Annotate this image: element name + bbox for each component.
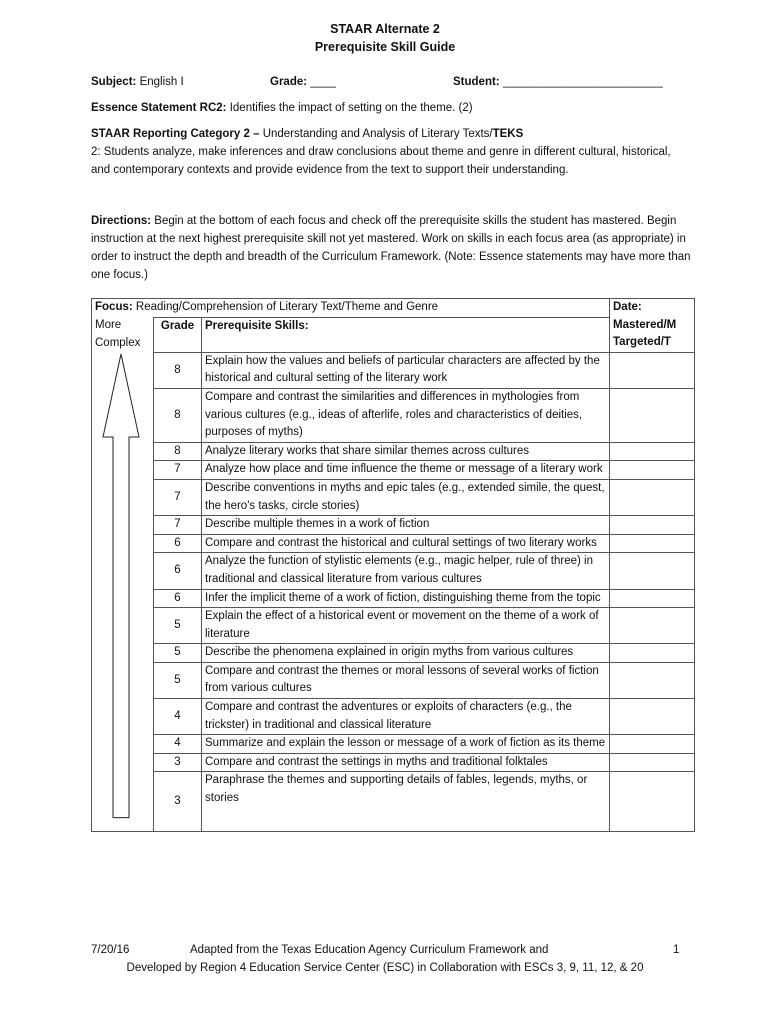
- reporting-category: [91, 125, 691, 179]
- table-row: [92, 553, 695, 589]
- table-row: [92, 516, 695, 535]
- student-label: Student:: [453, 76, 500, 88]
- grade-cell: 5: [154, 608, 202, 644]
- grade-cell: 8: [154, 352, 202, 388]
- directions-label: Directions:: [91, 215, 152, 227]
- grade-cell: 5: [154, 644, 202, 663]
- upward-arrow-icon: [95, 352, 151, 822]
- essence-label: Essence Statement RC2:: [91, 102, 227, 114]
- date-header: [610, 299, 695, 353]
- more-cell: [92, 317, 154, 335]
- skill-cell: Describe conventions in myths and epic tales (e.g., extended simile, the quest, the hero's tasks, circle stories): [202, 479, 610, 515]
- student-value: _________________________: [502, 76, 663, 88]
- table-row: [92, 442, 695, 461]
- grade-value: ____: [310, 76, 336, 88]
- date-sub2: Targeted/T: [613, 336, 671, 349]
- date-cell[interactable]: [610, 461, 695, 480]
- table-row: [92, 772, 695, 832]
- date-sub1: Mastered/M: [613, 318, 677, 331]
- column-header-row: [92, 317, 695, 335]
- table-row: [92, 735, 695, 754]
- date-cell[interactable]: [610, 753, 695, 772]
- table-row: [92, 662, 695, 698]
- skills-header: Prerequisite Skills:: [202, 317, 610, 352]
- skill-cell: Analyze how place and time influence the theme or message of a literary work: [202, 461, 610, 480]
- table-row: [92, 461, 695, 480]
- category-label: STAAR Reporting Category 2 –: [91, 128, 260, 140]
- grade-cell: 5: [154, 662, 202, 698]
- directions: [91, 212, 691, 284]
- grade-cell: 7: [154, 479, 202, 515]
- date-cell[interactable]: [610, 553, 695, 589]
- table-row: [92, 388, 695, 442]
- date-label: Date:: [613, 301, 642, 313]
- subject-label: Subject:: [91, 76, 137, 88]
- table-row: [92, 589, 695, 608]
- skill-cell: Explain how the values and beliefs of particular characters are affected by the historical and cultural setting of the literary work: [202, 352, 610, 388]
- date-cell[interactable]: [610, 644, 695, 663]
- skill-cell: Describe the phenomena explained in origin myths from various cultures: [202, 644, 610, 663]
- category-text1: Understanding and Analysis of Literary Texts/: [262, 128, 493, 140]
- skill-cell: Describe multiple themes in a work of fiction: [202, 516, 610, 535]
- grade-header: Grade: [154, 317, 202, 352]
- grade-cell: 4: [154, 699, 202, 735]
- table-row: [92, 699, 695, 735]
- skill-cell: Explain the effect of a historical event or movement on the theme of a work of literature: [202, 608, 610, 644]
- footer-date: 7/20/16: [91, 944, 130, 956]
- grade-cell: 6: [154, 553, 202, 589]
- skill-cell: Analyze literary works that share similar themes across cultures: [202, 442, 610, 461]
- date-cell[interactable]: [610, 662, 695, 698]
- table-row: [92, 534, 695, 553]
- grade-cell: 8: [154, 442, 202, 461]
- skill-cell: Compare and contrast the themes or moral lessons of several works of fiction from various cultures: [202, 662, 610, 698]
- grade-cell: 8: [154, 388, 202, 442]
- date-cell[interactable]: [610, 735, 695, 754]
- category-teks: TEKS: [492, 128, 524, 140]
- table-row: [92, 608, 695, 644]
- table-row: [92, 479, 695, 515]
- grade-cell: 3: [154, 772, 202, 832]
- skill-cell: Compare and contrast the settings in myths and traditional folktales: [202, 753, 610, 772]
- skill-cell: Summarize and explain the lesson or message of a work of fiction as its theme: [202, 735, 610, 754]
- date-cell[interactable]: [610, 534, 695, 553]
- date-cell[interactable]: [610, 388, 695, 442]
- table-row: [92, 352, 695, 388]
- category-text2: 2: Students analyze, make inferences and draw conclusions about theme and genre in different cultural, historical, and contemporary contexts and provide evidence from the text to support their understanding.: [91, 146, 671, 176]
- grade-cell: 7: [154, 516, 202, 535]
- essence-statement: [91, 99, 691, 117]
- date-cell[interactable]: [610, 479, 695, 515]
- prerequisite-skills-table: [91, 298, 695, 832]
- date-cell[interactable]: [610, 352, 695, 388]
- date-cell[interactable]: [610, 516, 695, 535]
- footer-line2: Developed by Region 4 Education Service Center (ESC) in Collaboration with ESCs 3, 9, 11, 12, & 20: [126, 962, 644, 974]
- more-label: More: [95, 319, 122, 332]
- grade-cell: 3: [154, 753, 202, 772]
- doc-title: STAAR Alternate 2: [330, 22, 440, 36]
- table-row: [92, 644, 695, 663]
- grade-cell: 7: [154, 461, 202, 480]
- grade-label: Grade:: [270, 76, 308, 88]
- subject-value: English I: [139, 76, 184, 88]
- date-cell[interactable]: [610, 608, 695, 644]
- subject-field: [91, 76, 184, 88]
- grade-cell: 6: [154, 589, 202, 608]
- focus-row: [92, 299, 695, 318]
- table-row: [92, 753, 695, 772]
- student-field: [453, 76, 663, 88]
- skill-cell: Analyze the function of stylistic elements (e.g., magic helper, rule of three) in traditional and classical literature from various cultures: [202, 553, 610, 589]
- date-cell[interactable]: [610, 442, 695, 461]
- skill-cell: Compare and contrast the similarities and differences in mythologies from various cultures (e.g., ideas of afterlife, roles and characteristics of deities, purposes of myths): [202, 388, 610, 442]
- focus-label: Focus:: [95, 301, 133, 313]
- complexity-arrow-cell: [92, 352, 154, 832]
- grade-cell: 6: [154, 534, 202, 553]
- skill-cell: Compare and contrast the adventures or exploits of characters (e.g., the trickster) in traditional and classical literature: [202, 699, 610, 735]
- directions-text: Begin at the bottom of each focus and check off the prerequisite skills the student has mastered. Begin instruction at the next highest prerequisite skill not yet mastered. Work on skills in each focus area (as appropriate) in order to instruct the depth and breadth of the Curriculum Framework. (Note: Essence statements may have more than one focus.): [91, 215, 691, 281]
- date-cell[interactable]: [610, 589, 695, 608]
- skill-cell: Paraphrase the themes and supporting details of fables, legends, myths, or stories: [202, 772, 610, 832]
- complex-label: Complex: [95, 336, 141, 349]
- complex-cell: [92, 335, 154, 353]
- skill-cell: Compare and contrast the historical and cultural settings of two literary works: [202, 534, 610, 553]
- grade-cell: 4: [154, 735, 202, 754]
- footer-line1: Adapted from the Texas Education Agency Curriculum Framework and: [190, 944, 549, 956]
- date-cell[interactable]: [610, 699, 695, 735]
- skill-cell: Infer the implicit theme of a work of fiction, distinguishing theme from the topic: [202, 589, 610, 608]
- focus-text: Reading/Comprehension of Literary Text/Theme and Genre: [135, 301, 439, 313]
- essence-text: Identifies the impact of setting on the theme. (2): [229, 102, 473, 114]
- date-cell[interactable]: [610, 772, 695, 832]
- focus-cell: [92, 299, 610, 318]
- page-number: 1: [673, 944, 680, 956]
- doc-subtitle: Prerequisite Skill Guide: [314, 40, 456, 54]
- grade-field: [270, 76, 336, 88]
